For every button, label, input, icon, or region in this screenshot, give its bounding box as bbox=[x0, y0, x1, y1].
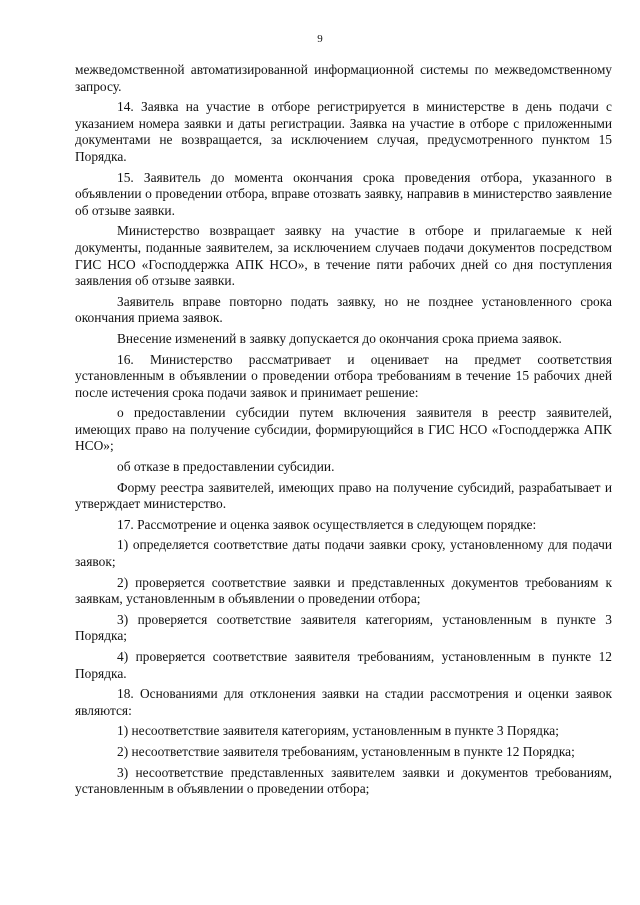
paragraph: 16. Министерство рассматривает и оценивает на предмет соответствия установленным в объявлении о проведении отбора требованиям в течение 15 рабочих дней после истечения срока подачи заявок и принимает решение: bbox=[75, 351, 612, 400]
paragraph: 18. Основаниями для отклонения заявки на стадии рассмотрения и оценки заявок являются: bbox=[75, 686, 612, 718]
paragraph: об отказе в предоставлении субсидии. bbox=[117, 459, 335, 475]
paragraph: Форму реестра заявителей, имеющих право на получение субсидий, разрабатывает и утверждает министерство. bbox=[75, 479, 612, 512]
paragraph: Заявитель вправе повторно подать заявку, но не позднее установленного срока окончания приема заявок. bbox=[75, 293, 612, 326]
paragraph: 15. Заявитель до момента окончания срока проведения отбора, указанного в объявлении о проведении отбора, вправе отозвать заявку, направив в министерство заявление об отзыве заявки. bbox=[75, 169, 612, 218]
paragraph: Внесение изменений в заявку допускается до окончания срока приема заявок. bbox=[117, 330, 562, 346]
paragraph: 3) несоответствие представленных заявителем заявки и документов требованиям, установленным в объявлении о проведении отбора; bbox=[75, 764, 612, 797]
paragraph: 2) несоответствие заявителя требованиям, установленным в пункте 12 Порядка; bbox=[117, 743, 575, 759]
paragraph: межведомственной автоматизированной информационной системы по межведомственному запросу. bbox=[75, 62, 612, 94]
paragraph: о предоставлении субсидии путем включения заявителя в реестр заявителей, имеющих право на получение субсидии, формирующийся в ГИС НСО «Господдержка АПК НСО»; bbox=[75, 405, 612, 454]
paragraph: 4) проверяется соответствие заявителя требованиям, установленным в пункте 12 Порядка. bbox=[75, 649, 612, 681]
paragraph: 3) проверяется соответствие заявителя категориям, установленным в пункте 3 Порядка; bbox=[75, 611, 612, 644]
paragraph: 1) несоответствие заявителя категориям, установленным в пункте 3 Порядка; bbox=[117, 723, 559, 739]
paragraph: 2) проверяется соответствие заявки и представленных документов требованиям к заявкам, установленным в объявлении о проведении отбора; bbox=[75, 574, 612, 607]
document-body bbox=[75, 62, 612, 802]
paragraph: Министерство возвращает заявку на участие в отборе и прилагаемые к ней документы, поданные заявителем, за исключением случаев подачи документов посредством ГИС НСО «Господдержка АПК НСО», в течение пяти рабочих дней со дня поступления заявления об отзыве заявки. bbox=[75, 223, 612, 289]
paragraph: 1) определяется соответствие даты подачи заявки сроку, установленному для подачи заявок; bbox=[75, 537, 612, 570]
paragraph: 17. Рассмотрение и оценка заявок осуществляется в следующем порядке: bbox=[117, 516, 537, 532]
paragraph: 14. Заявка на участие в отборе регистрируется в министерстве в день подачи с указанием номера заявки и даты регистрации. Заявка на участие в отборе с приложенными документами не возвращается, за исключением случая, предусмотренного пунктом 15 Порядка. bbox=[75, 99, 612, 164]
page-number: 9 bbox=[317, 33, 323, 45]
